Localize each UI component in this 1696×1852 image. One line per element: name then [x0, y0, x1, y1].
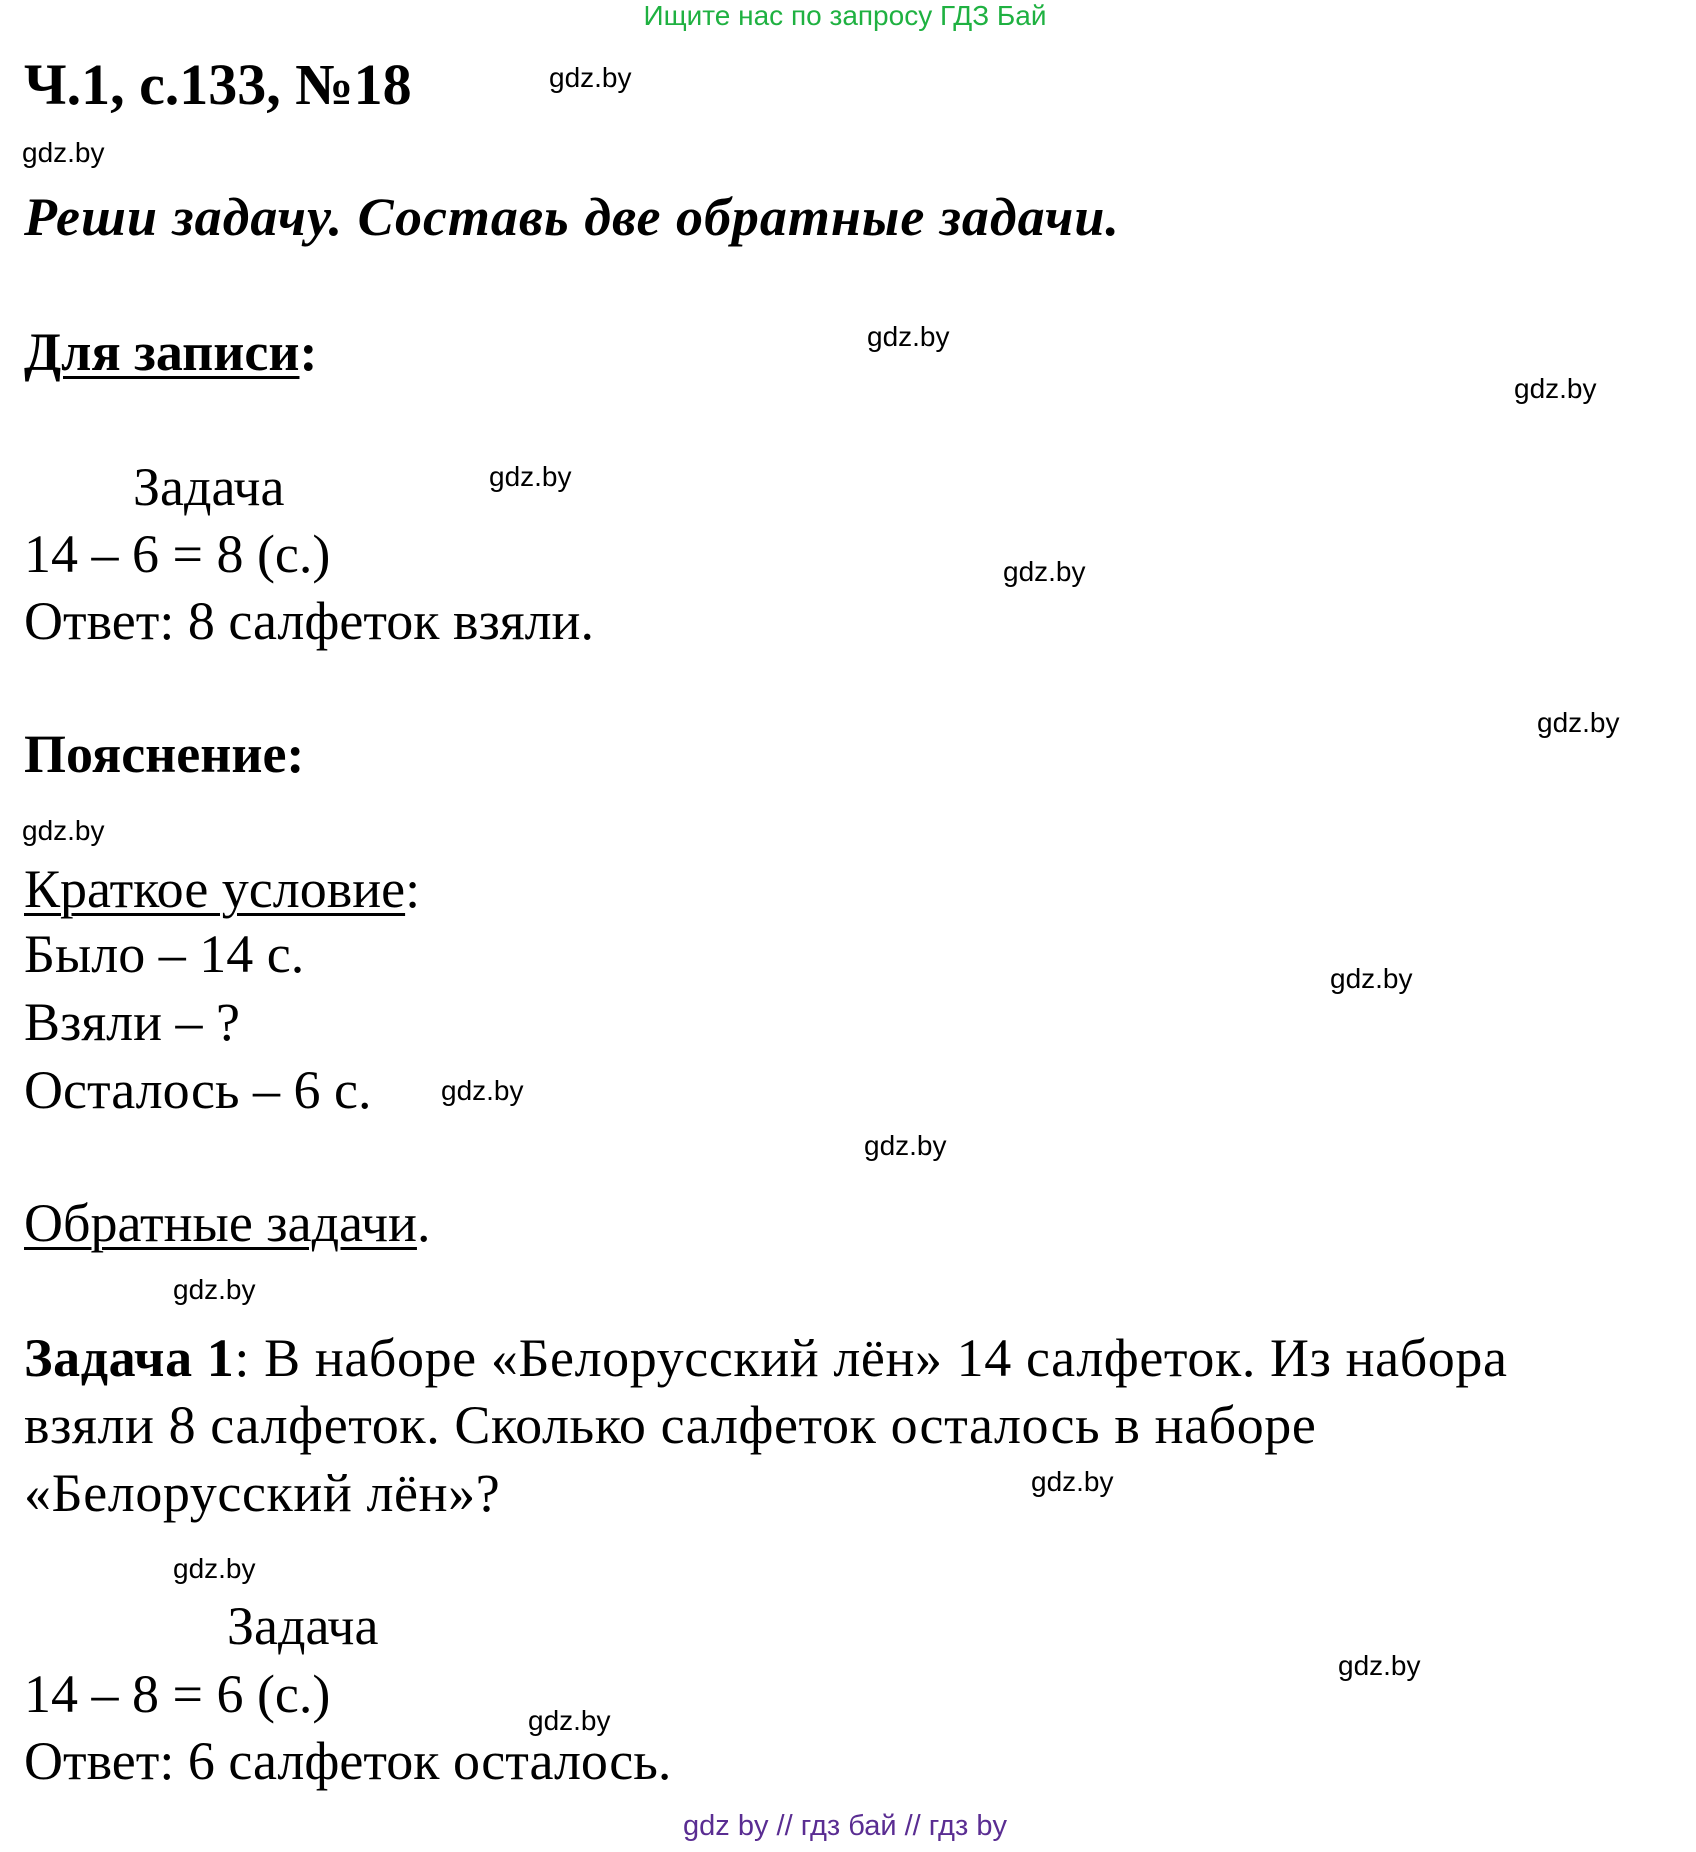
inverse-answer: Ответ: 6 салфеток осталось.	[24, 1731, 672, 1791]
condition-line: Взяли – ?	[24, 992, 240, 1052]
inverse-equation: 14 – 8 = 6 (с.)	[24, 1664, 331, 1724]
search-banner[interactable]: Ищите нас по запросу ГДЗ Бай	[643, 0, 1047, 31]
inverse-heading	[24, 1191, 430, 1255]
watermark: gdz.by	[173, 1274, 256, 1305]
record-task-label: Задача	[133, 457, 285, 517]
task-prompt: Реши задачу. Составь две обратные задачи.	[24, 187, 1120, 247]
task1-label: Задача 1	[24, 1328, 235, 1388]
watermark: gdz.by	[1537, 707, 1620, 738]
short-condition-text: Краткое условие	[24, 859, 406, 919]
short-condition-colon: :	[405, 859, 421, 919]
inverse-heading-period: .	[416, 1193, 431, 1253]
task1-text: : В наборе «Белорусский лён» 14 салфеток. Из набора	[234, 1328, 1508, 1388]
watermark: gdz.by	[173, 1553, 256, 1584]
footer-links[interactable]: gdz by // гдз бай // гдз by	[683, 1810, 1007, 1842]
watermark: gdz.by	[22, 137, 105, 168]
watermark: gdz.by	[1031, 1466, 1114, 1497]
inverse-heading-text: Обратные задачи	[24, 1193, 417, 1253]
watermark: gdz.by	[864, 1130, 947, 1161]
watermark: gdz.by	[1003, 556, 1086, 587]
task1-line: взяли 8 салфеток. Сколько салфеток осталось в наборе	[24, 1395, 1317, 1455]
explanation-heading: Пояснение:	[24, 724, 305, 784]
watermark: gdz.by	[22, 815, 105, 846]
task1-line: «Белорусский лён»?	[24, 1463, 501, 1523]
short-condition-heading	[24, 857, 420, 921]
watermark: gdz.by	[1514, 373, 1597, 404]
watermark: gdz.by	[489, 461, 572, 492]
record-heading-colon: :	[299, 322, 318, 382]
watermark: gdz.by	[1330, 963, 1413, 994]
record-answer: Ответ: 8 салфеток взяли.	[24, 591, 594, 651]
watermark: gdz.by	[528, 1705, 611, 1736]
condition-line: Было – 14 с.	[24, 924, 305, 984]
task1-line	[24, 1326, 1508, 1390]
record-heading-text: Для записи	[24, 322, 300, 382]
record-equation: 14 – 6 = 8 (с.)	[24, 524, 331, 584]
watermark: gdz.by	[867, 321, 950, 352]
condition-line: Осталось – 6 с.	[24, 1060, 372, 1120]
watermark: gdz.by	[441, 1075, 524, 1106]
watermark: gdz.by	[549, 62, 632, 93]
page-title: Ч.1, с.133, №18	[24, 52, 412, 117]
record-heading	[24, 320, 317, 384]
watermark: gdz.by	[1338, 1650, 1421, 1681]
inverse-task-label: Задача	[227, 1596, 379, 1656]
